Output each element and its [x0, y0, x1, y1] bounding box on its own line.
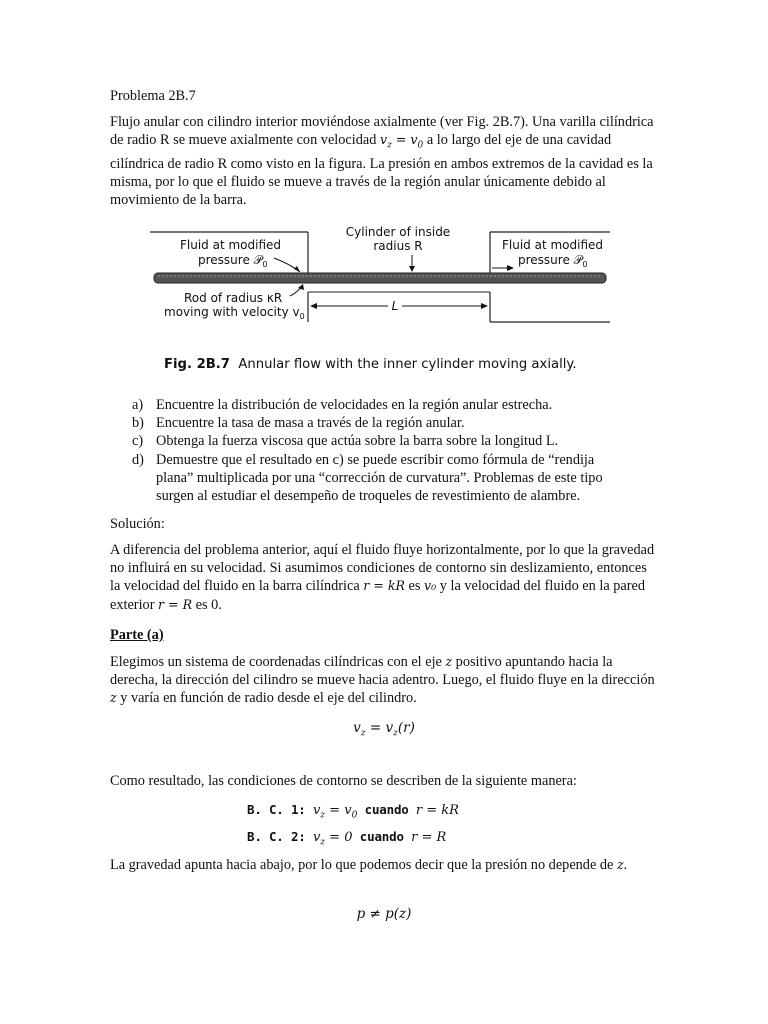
- intro-text-1: Flujo anular con cilindro interior moviéndose axialmente (ver Fig. 2B.7). Una varilla cilíndrica de radio R se mueve axialmente con velocidad: [110, 114, 654, 149]
- gravity-paragraph: La gravedad apunta hacia abajo, por lo que podemos decir que la presión no depende de z.: [110, 857, 628, 873]
- solution-label: Solución:: [110, 516, 165, 532]
- label-rod-1: Rod of radius κR: [184, 291, 283, 305]
- intro-paragraph: [110, 113, 660, 210]
- question-item: b) Encuentre la tasa de masa a través de la región anular.: [132, 415, 465, 432]
- dimension-arrow-right: [481, 303, 488, 309]
- problem-title: Problema 2B.7: [110, 88, 196, 104]
- solution-paragraph: A diferencia del problema anterior, aquí el fluido fluye horizontalmente, por lo que la gravedad no influirá en su velocidad. Si asumimos condiciones de contorno sin deslizamiento, entonces la velocidad del fluido en la barra cilíndrica r = kR es v₀ y la velocidad del fluido en la pared exterior r = R es 0.: [110, 542, 655, 613]
- label-cylinder-1: Cylinder of inside: [345, 225, 451, 239]
- figure-2b7-diagram: [150, 222, 610, 330]
- arrowhead-right-pressure: [507, 265, 514, 271]
- boundary-condition-1: B. C. 1: $v_z = v_0$ cuando r = kR: [247, 802, 459, 821]
- caption-text: Annular flow with the inner cylinder moving axially.: [238, 357, 577, 372]
- question-item: d) Demuestre que el resultado en c) se puede escribir como fórmula de “rendija plana” multiplicada por una “corrección de curvatura”. Problemas de este tipo surgen al estudiar el desempeño de troqueles de revestimiento de alambre.: [132, 451, 603, 505]
- label-left-fluid-1: Fluid at modified: [180, 238, 282, 252]
- rod: [154, 273, 606, 283]
- pressure-equation: p ≠ p(z): [356, 906, 412, 922]
- part-a-heading: Parte (a): [110, 627, 164, 643]
- dimension-arrow-left: [310, 303, 317, 309]
- label-cylinder-2: radius R: [373, 239, 423, 253]
- figure-caption: [164, 356, 577, 374]
- caption-label: Fig. 2B.7: [164, 357, 230, 372]
- bc-intro: Como resultado, las condiciones de contorno se describen de la siguiente manera:: [110, 773, 577, 789]
- arrowhead-left-pressure: [294, 266, 300, 272]
- velocity-equation: $v_z = v_z(r)$: [353, 720, 415, 739]
- label-rod-2: moving with velocity $v_0$: [164, 305, 305, 321]
- label-right-fluid-2: pressure 𝒫$_0$: [518, 253, 588, 269]
- intro-equation: $v_z = v_0$: [379, 132, 424, 151]
- question-list: [110, 396, 630, 505]
- part-a-paragraph: Elegimos un sistema de coordenadas cilíndricas con el eje z positivo apuntando hacia la derecha, la dirección del cilindro se mueve hacia adentro. Luego, el fluido fluye en la dirección z y varía en función de radio desde el eje del cilindro.: [110, 654, 655, 707]
- question-item: c) Obtenga la fuerza viscosa que actúa sobre la barra sobre la longitud L.: [132, 433, 559, 450]
- arrowhead-cylinder: [409, 266, 415, 272]
- question-item: a) Encuentre la distribución de velocidades en la región anular estrecha.: [132, 397, 553, 413]
- label-right-fluid-1: Fluid at modified: [502, 238, 604, 252]
- label-left-fluid-2: pressure 𝒫$_0$: [198, 253, 268, 269]
- intro-text-2: a lo largo del eje de una cavidad cilíndrica de radio R como visto en la figura. La presión en ambos extremos de la cavidad es la misma, por lo que el fluido se mueve a través de la región anular únicamente debido al movimiento de la barra.: [110, 132, 653, 209]
- dimension-label-L: L: [391, 299, 399, 313]
- boundary-condition-2: B. C. 2: $v_z = 0$ cuando r = R: [247, 829, 447, 848]
